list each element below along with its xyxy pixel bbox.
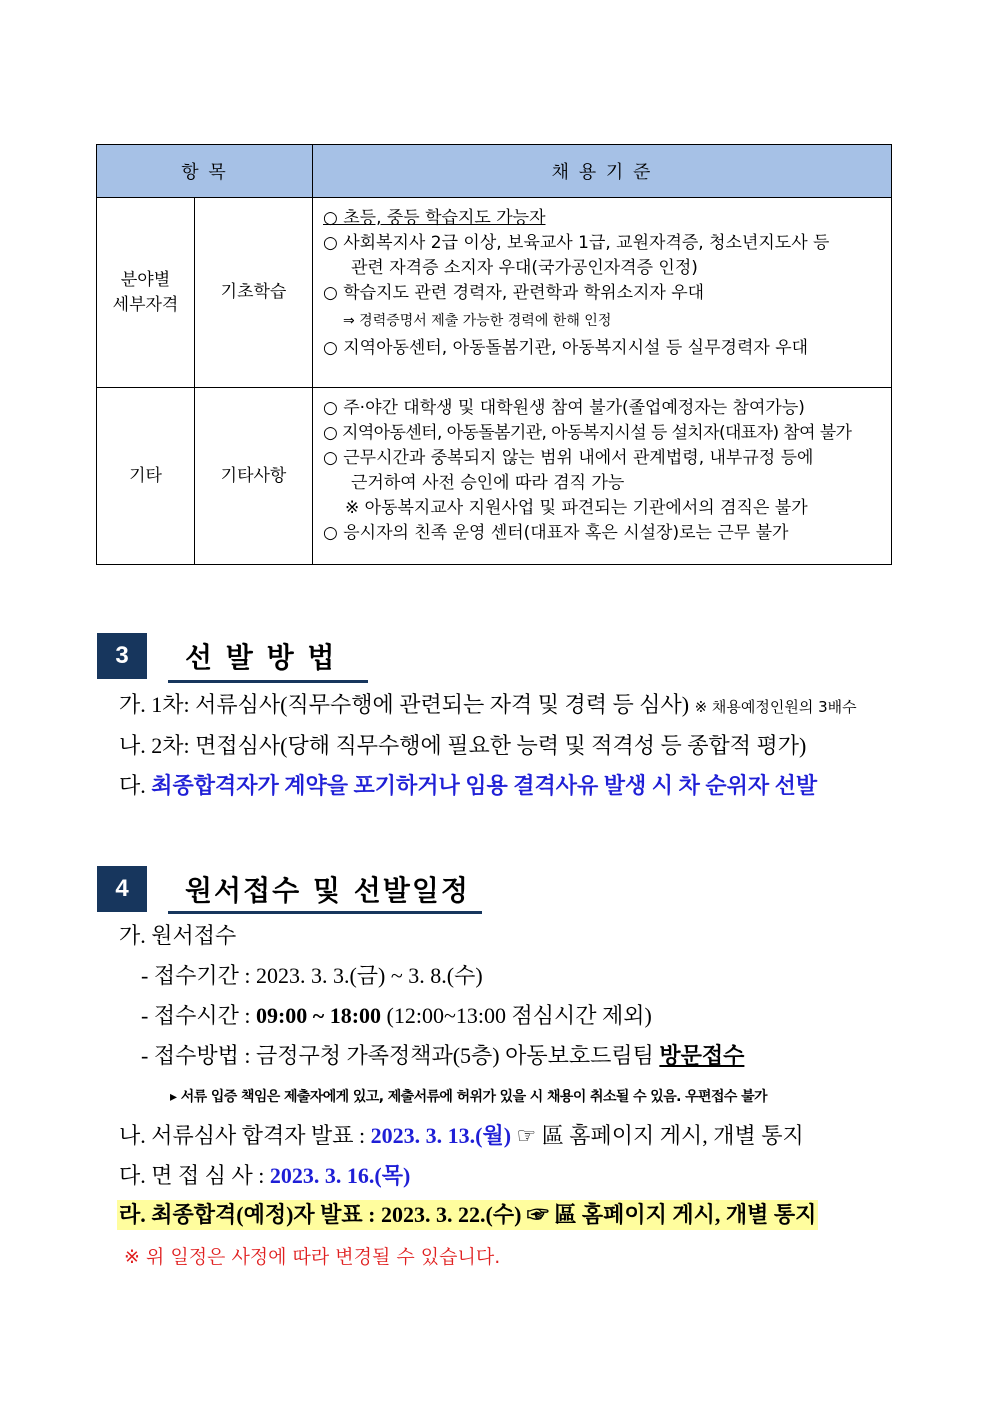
selection-step-2: 나. 2차: 면접심사(당해 직무수행에 필요한 능력 및 적격성 등 종합적 평가) — [119, 733, 807, 758]
application-heading: 가. 원서접수 — [119, 923, 237, 948]
section-title: 선 발 방 법 — [185, 641, 337, 674]
method-label: - 접수방법 : 금정구청 가족정책과(5층) 아동보호드림팀 — [141, 1043, 660, 1068]
row-subcategory: 기초학습 — [195, 198, 313, 388]
header-criteria: 채 용 기 준 — [313, 145, 892, 198]
selection-step-1 — [119, 690, 857, 722]
section-title: 원서접수 및 선발일정 — [185, 874, 470, 907]
criteria-item: ○ 근무시간과 중복되지 않는 범위 내에서 관계법령, 내부규정 등에 — [323, 448, 814, 468]
time-label: - 접수시간 : — [141, 1003, 256, 1028]
criteria-item: ○ 학습지도 관련 경력자, 관련학과 학위소지자 우대 — [323, 283, 705, 303]
category-line: 분야별 — [120, 269, 171, 290]
row-criteria — [313, 198, 892, 388]
notice-text: ▸ 서류 입증 책임은 제출자에게 있고, 제출서류에 허위가 있을 시 채용이 취소될 수 있음. — [170, 1089, 686, 1105]
row-category — [97, 198, 195, 388]
selection-step-3 — [119, 771, 817, 801]
section-underline — [168, 911, 482, 914]
criteria-item: 관련 자격증 소지자 우대(국가공인자격증 인정) — [351, 258, 698, 278]
row-subcategory: 기타사항 — [195, 388, 313, 565]
row-criteria — [313, 388, 892, 565]
header-item: 항 목 — [97, 145, 313, 198]
criteria-note: ⇒ 경력증명서 제출 가능한 경력에 한해 인정 — [343, 313, 612, 329]
section-number: 3 — [97, 633, 147, 679]
step-text: 최종합격자가 계약을 포기하거나 임용 결격사유 발생 시 차 순위자 선발 — [151, 773, 818, 798]
criteria-table — [96, 144, 892, 565]
step-note: ※ 채용예정인원의 3배수 — [694, 698, 857, 716]
time-value: 09:00 ~ 18:00 — [255, 1003, 382, 1028]
notice-emphasis: 우편접수 불가 — [685, 1089, 767, 1105]
criteria-item: 근거하여 사전 승인에 따라 겸직 가능 — [351, 473, 625, 493]
row-category: 기타 — [97, 388, 195, 565]
criteria-item: ○ 사회복지사 2급 이상, 보육교사 1급, 교원자격증, 청소년지도사 등 — [323, 233, 830, 253]
criteria-item: ○ 초등, 중등 학습지도 가능자 — [323, 208, 546, 228]
application-method — [141, 1041, 744, 1071]
section-underline — [168, 680, 368, 683]
application-time — [141, 1001, 652, 1031]
criteria-item: ○ 응시자의 친족 운영 센터(대표자 혹은 시설장)로는 근무 불가 — [323, 523, 789, 543]
interview-schedule — [119, 1161, 410, 1191]
criteria-note: ※ 아동복지교사 지원사업 및 파견되는 기관에서의 겸직은 불가 — [345, 498, 808, 518]
table-header-row — [97, 145, 892, 198]
step-prefix: 다. — [119, 773, 152, 798]
announcement-label: 나. 서류심사 합격자 발표 : — [119, 1123, 371, 1148]
table-row — [97, 388, 892, 565]
category-line: 세부자격 — [112, 294, 179, 315]
schedule-change-warning: ※ 위 일정은 사정에 따라 변경될 수 있습니다. — [124, 1246, 501, 1268]
table-row — [97, 198, 892, 388]
announcement-date: 2023. 3. 13.(월) — [370, 1123, 512, 1148]
step-text: 가. 1차: 서류심사(직무수행에 관련되는 자격 및 경력 등 심사) — [119, 692, 690, 717]
announcement-method: ☞ 區 홈페이지 게시, 개별 통지 — [511, 1123, 804, 1148]
criteria-item: ○ 지역아동센터, 아동돌봄기관, 아동복지시설 등 실무경력자 우대 — [323, 338, 809, 358]
time-note: (12:00~13:00 점심시간 제외) — [381, 1003, 652, 1028]
document-result-announcement — [119, 1121, 804, 1151]
section-number: 4 — [97, 866, 147, 912]
interview-label: 다. 면 접 심 사 : — [119, 1163, 270, 1188]
interview-date: 2023. 3. 16.(목) — [269, 1163, 411, 1188]
final-result-announcement: 라. 최종합격(예정)자 발표 : 2023. 3. 22.(수) ☞ 區 홈페이지 게시, 개별 통지 — [117, 1200, 818, 1230]
application-period: - 접수기간 : 2023. 3. 3.(금) ~ 3. 8.(수) — [141, 963, 483, 988]
criteria-item: ○ 주·야간 대학생 및 대학원생 참여 불가(졸업예정자는 참여가능) — [323, 398, 805, 418]
method-emphasis: 방문접수 — [659, 1043, 745, 1068]
criteria-item: ○ 지역아동센터, 아동돌봄기관, 아동복지시설 등 설치자(대표자) 참여 불가 — [323, 423, 852, 443]
application-notice — [170, 1086, 767, 1106]
